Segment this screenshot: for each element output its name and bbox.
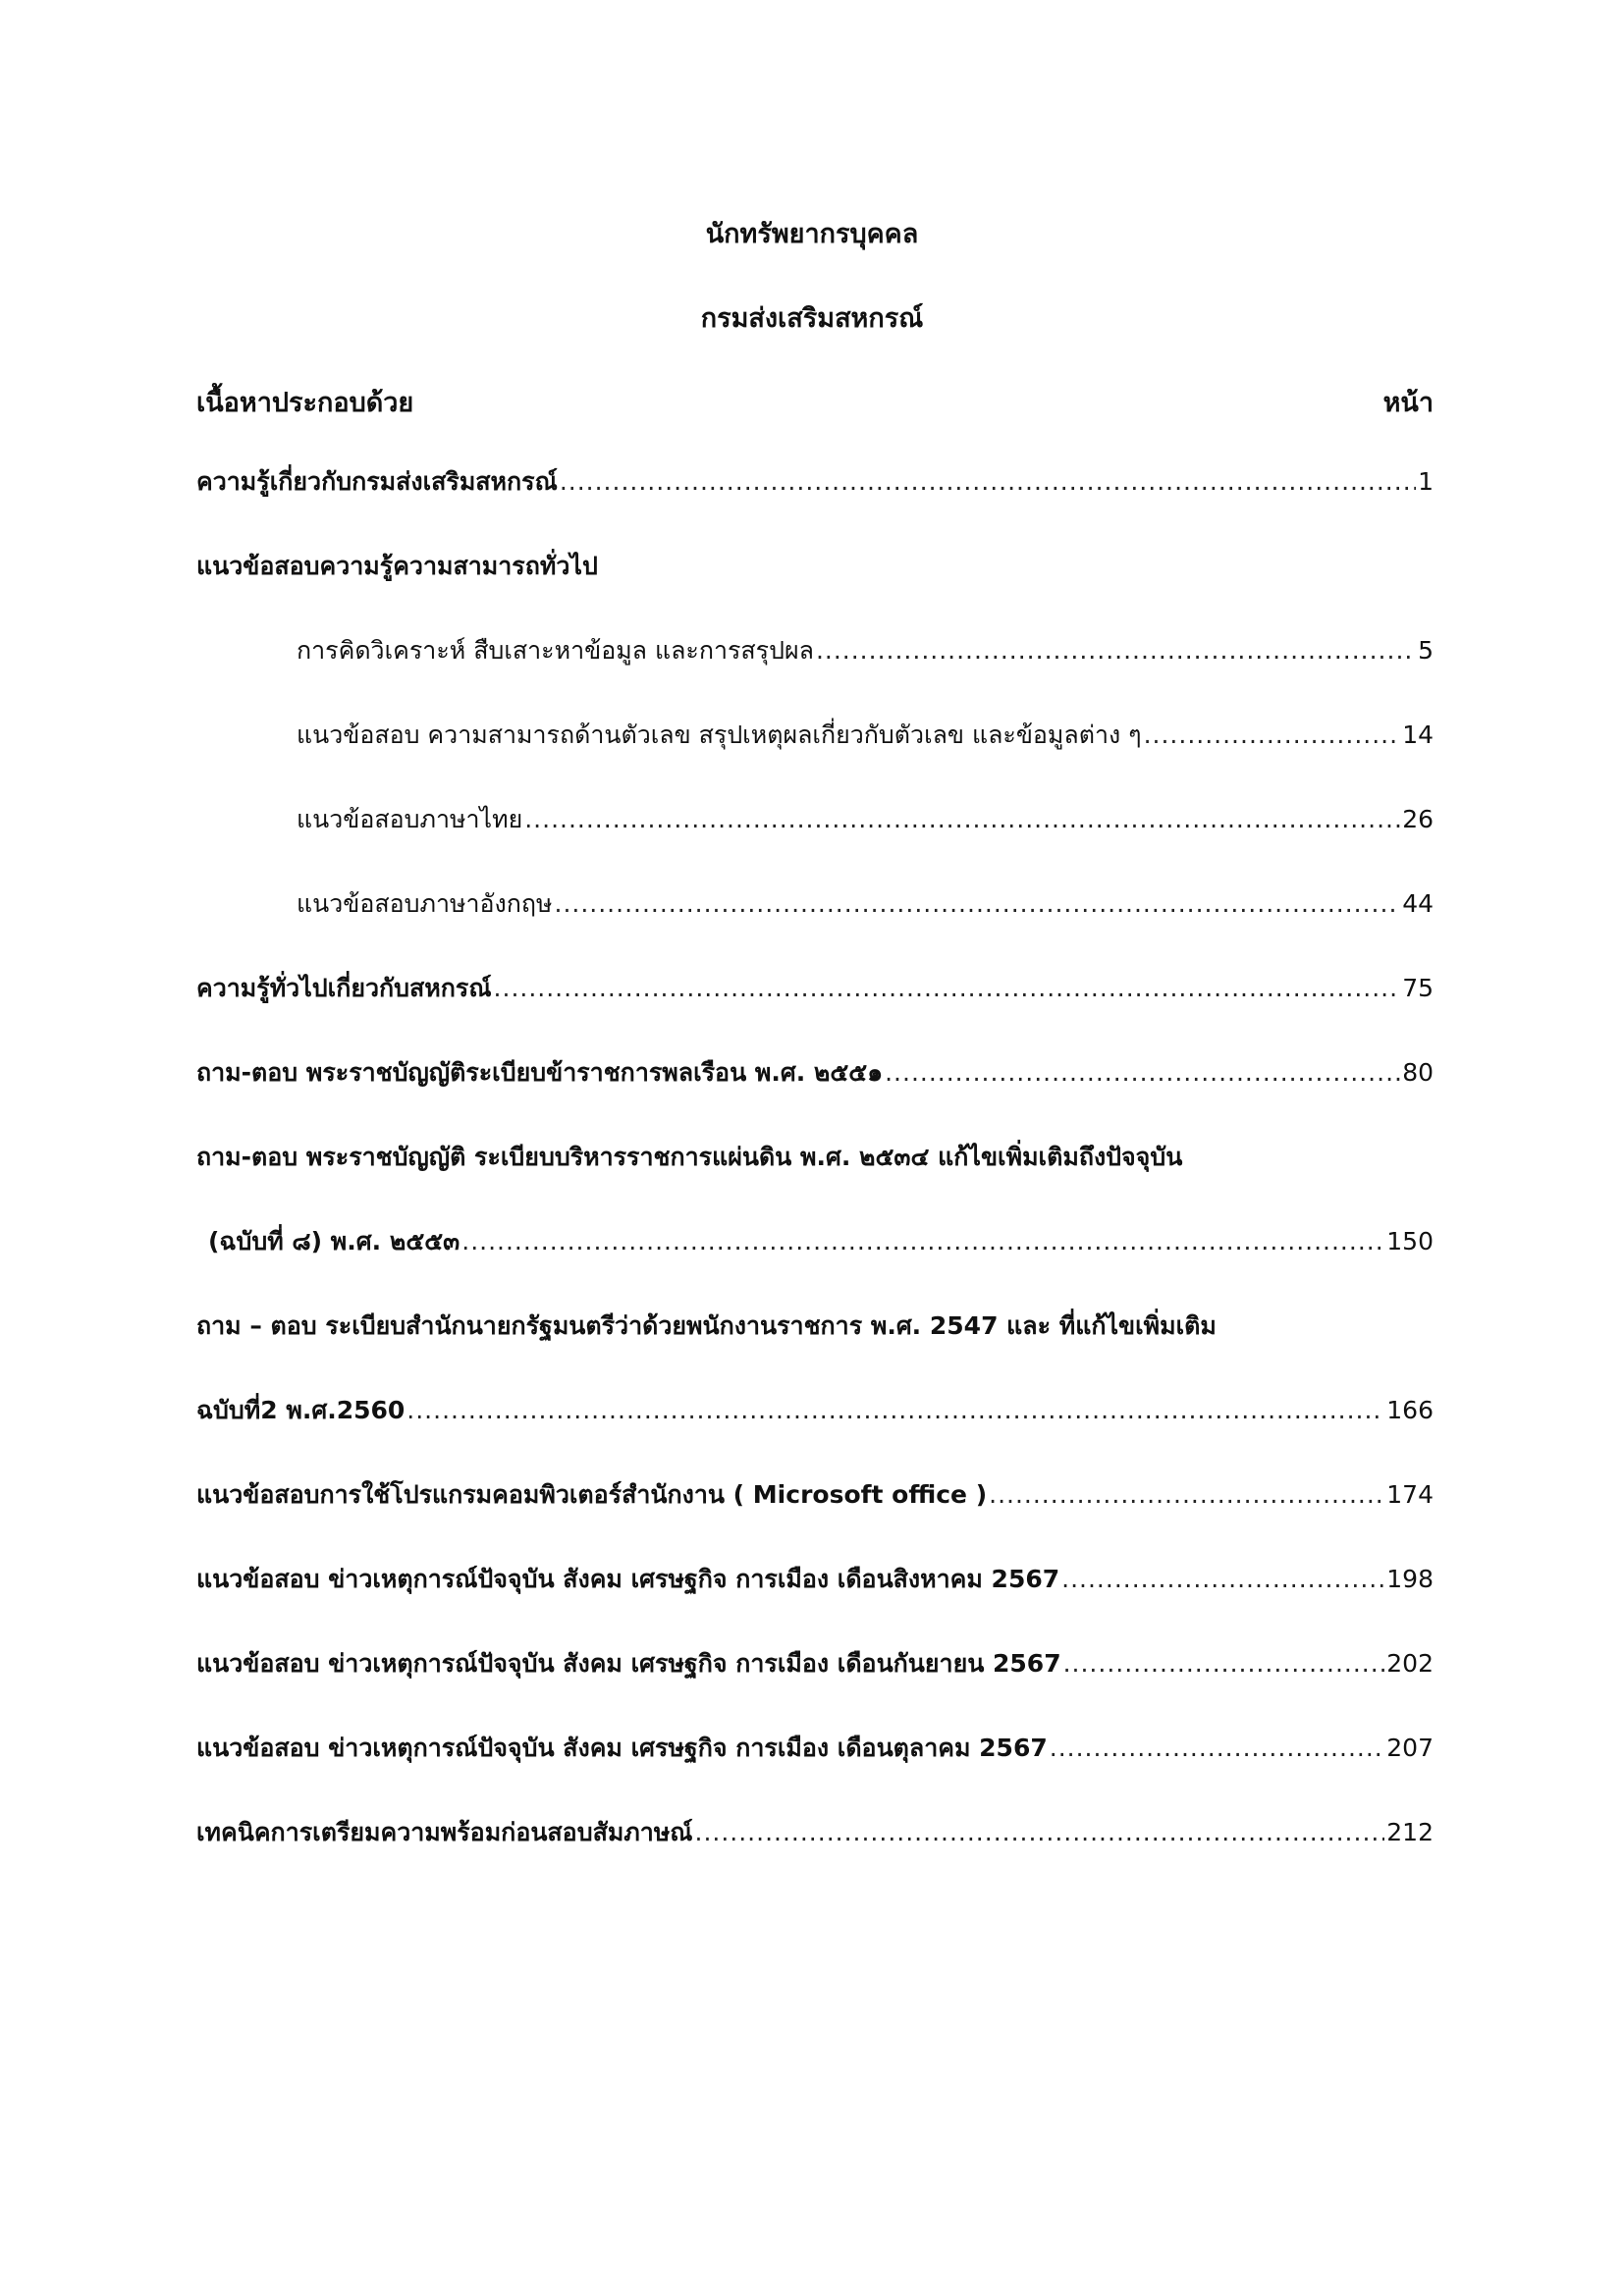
toc-entry-page: 150 [1386,1227,1434,1255]
toc-entry-text: (ฉบับที่ ๘) พ.ศ. ๒๕๕๓ [208,1227,460,1255]
toc-leader-dots [560,467,1416,496]
toc-entry[interactable] [196,1053,1434,1093]
toc-entry-page: 202 [1386,1649,1434,1678]
toc-entry-text: ความรู้ทั่วไปเกี่ยวกับสหกรณ์ [196,974,492,1002]
toc-subentry[interactable] [297,884,1434,924]
document-subtitle: กรมส่งเสริมสหกรณ์ [700,303,924,334]
toc-header-label: เนื้อหาประกอบด้วย [196,388,414,418]
toc-entry-text: แนวข้อสอบ ความสามารถด้านตัวเลข สรุปเหตุผลเกี่ยวกับตัวเลข และข้อมูลต่าง ๆ [297,721,1142,749]
toc-entry[interactable] [196,1813,1434,1852]
toc-leader-dots [494,974,1401,1002]
toc-leader-dots [1063,1649,1385,1678]
toc-leader-dots [695,1818,1385,1846]
toc-entry-line[interactable]: ถาม – ตอบ ระเบียบสำนักนายกรัฐมนตรีว่าด้วยพนักงานราชการ พ.ศ. 2547 และ ที่แก้ไขเพิ่มเติม [196,1311,1217,1340]
toc-entry-page: 75 [1402,974,1434,1002]
toc-entry-page: 207 [1386,1734,1434,1762]
toc-entry-page: 80 [1402,1058,1434,1087]
toc-leader-dots [1050,1734,1385,1762]
document-title: นักทรัพยากรบุคคล [705,219,919,249]
toc-entry[interactable] [196,462,1434,502]
toc-leader-dots [524,805,1400,833]
toc-entry-page: 5 [1418,636,1434,665]
toc-entry-text: แนวข้อสอบ ข่าวเหตุการณ์ปัจจุบัน สังคม เศรษฐกิจ การเมือง เดือนสิงหาคม 2567 [196,1565,1060,1593]
toc-entry-continuation[interactable] [196,1391,1434,1430]
toc-subentry[interactable] [297,716,1434,755]
toc-entry-page: 166 [1386,1396,1434,1424]
toc-leader-dots [885,1058,1400,1087]
toc-subentry[interactable] [297,631,1434,670]
toc-entry-text: แนวข้อสอบภาษาไทย [297,805,523,833]
toc-entry[interactable] [196,1475,1434,1515]
toc-entry-text: ฉบับที่2 พ.ศ.2560 [196,1396,406,1424]
toc-entry-page: 26 [1402,805,1434,833]
toc-leader-dots [555,889,1401,918]
toc-leader-dots [406,1396,1384,1424]
toc-entry[interactable] [196,1644,1434,1683]
toc-entry-page: 44 [1402,889,1434,918]
toc-entry-text: แนวข้อสอบการใช้โปรแกรมคอมพิวเตอร์สำนักงาน ( Microsoft office ) [196,1480,988,1509]
toc-entry-text: แนวข้อสอบ ข่าวเหตุการณ์ปัจจุบัน สังคม เศรษฐกิจ การเมือง เดือนตุลาคม 2567 [196,1734,1048,1762]
toc-entry-text: ถาม-ตอบ พระราชบัญญัติระเบียบข้าราชการพลเรือน พ.ศ. ๒๕๕๑ [196,1058,884,1087]
toc-leader-dots [816,636,1416,665]
toc-leader-dots [989,1480,1384,1509]
toc-subentry[interactable] [297,800,1434,839]
toc-header-page-label: หน้า [1382,388,1434,418]
toc-entry-page: 14 [1402,721,1434,749]
toc-entry-text: ความรู้เกี่ยวกับกรมส่งเสริมสหกรณ์ [196,467,558,496]
toc-leader-dots [461,1227,1384,1255]
toc-entry[interactable] [196,969,1434,1008]
toc-entry-page: 212 [1386,1818,1434,1846]
toc-leader-dots [1061,1565,1384,1593]
toc-section-heading: แนวข้อสอบความรู้ความสามารถทั่วไป [196,552,598,580]
toc-entry[interactable] [196,1560,1434,1599]
toc-entry-page: 198 [1386,1565,1434,1593]
toc-entry-text: แนวข้อสอบ ข่าวเหตุการณ์ปัจจุบัน สังคม เศรษฐกิจ การเมือง เดือนกันยายน 2567 [196,1649,1061,1678]
toc-entry-text: การคิดวิเคราะห์ สืบเสาะหาข้อมูล และการสรุปผล [297,636,814,665]
toc-entry-page: 174 [1386,1480,1434,1509]
toc-entry-text: แนวข้อสอบภาษาอังกฤษ [297,889,553,918]
toc-entry-page: 1 [1418,467,1434,496]
toc-entry[interactable] [196,1729,1434,1768]
toc-entry-continuation[interactable] [208,1222,1434,1261]
toc-leader-dots [1144,721,1401,749]
toc-header [196,381,1434,423]
toc-entry-line[interactable]: ถาม-ตอบ พระราชบัญญัติ ระเบียบบริหารราชการแผ่นดิน พ.ศ. ๒๕๓๔ แก้ไขเพิ่มเติมถึงปัจจุบัน [196,1143,1183,1171]
toc-entry-text: เทคนิคการเตรียมความพร้อมก่อนสอบสัมภาษณ์ [196,1818,693,1846]
